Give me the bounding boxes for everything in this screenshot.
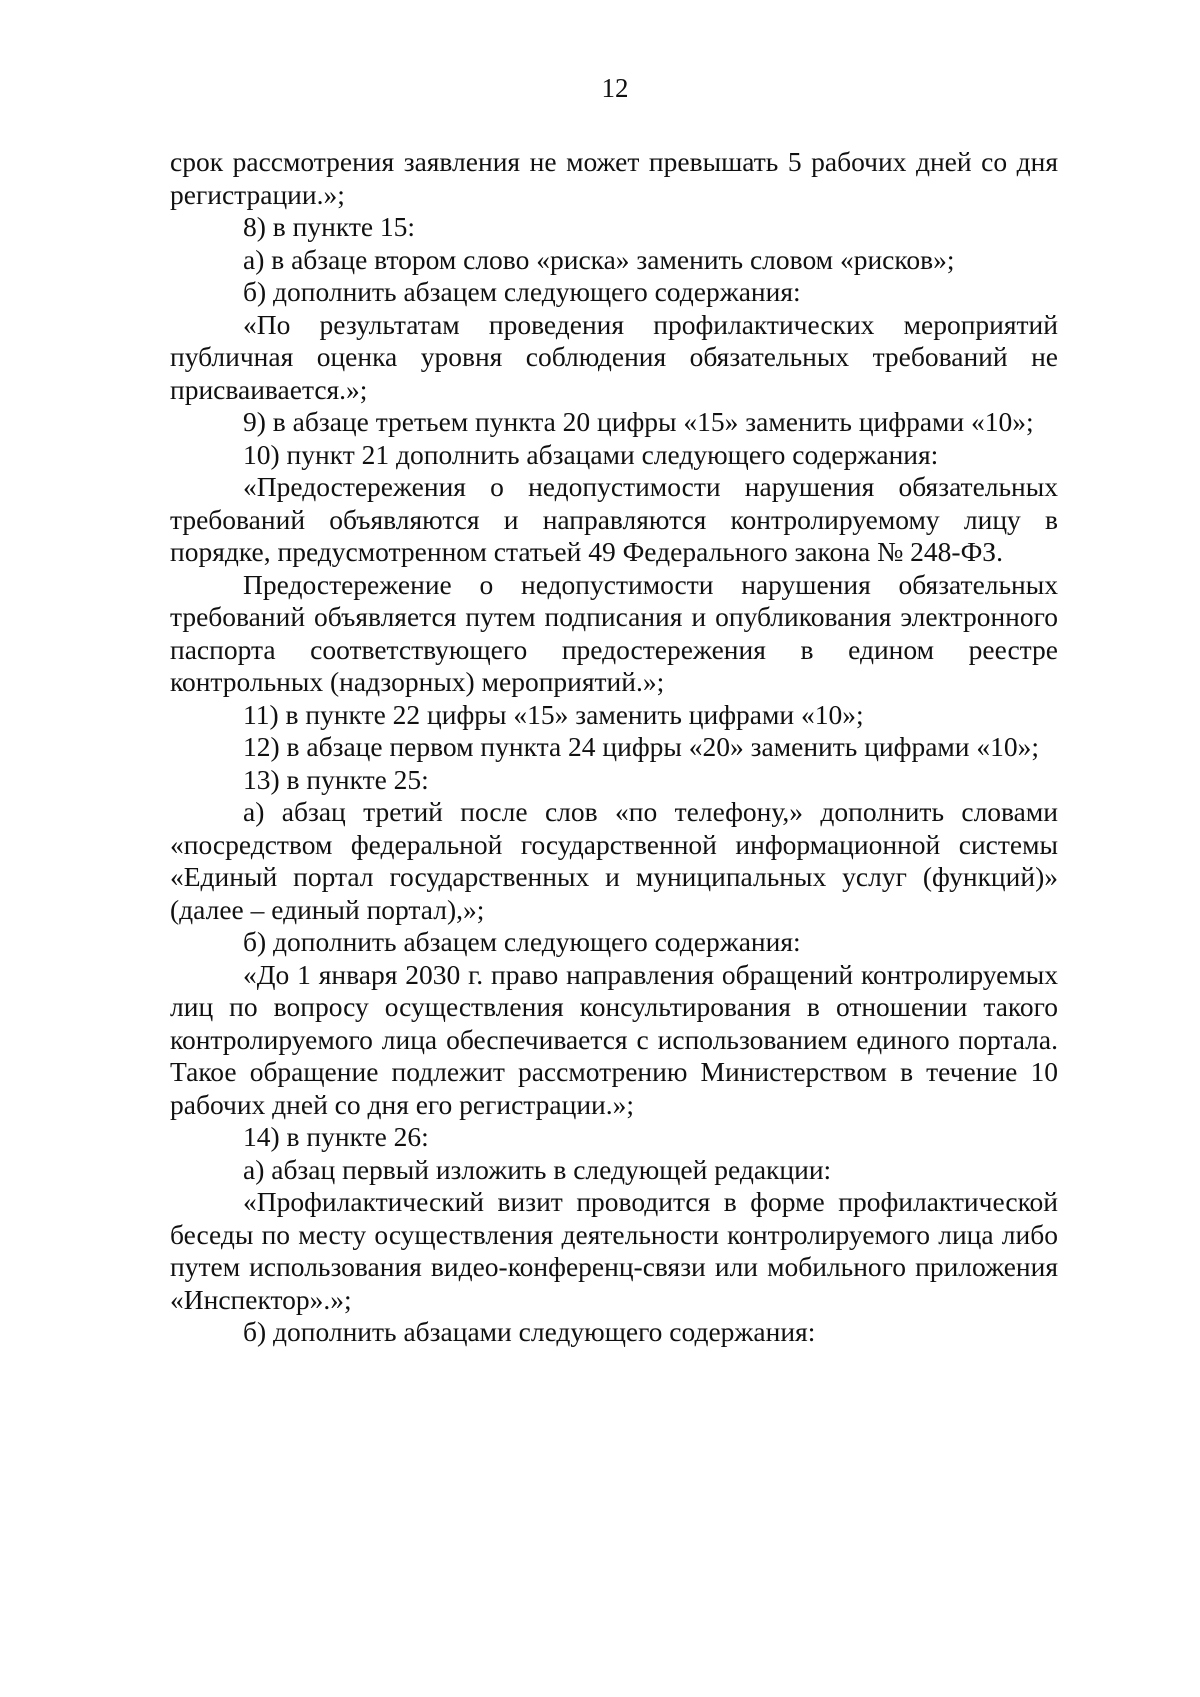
paragraph: «Предостережения о недопустимости нарушения обязательных требований объявляются и направляются контролируемому лицу в порядке, предусмотренном статьей 49 Федерального закона № 248-ФЗ. xyxy=(170,471,1058,567)
paragraph: 10) пункт 21 дополнить абзацами следующего содержания: xyxy=(243,438,939,470)
page-number: 12 xyxy=(601,73,629,103)
paragraph: 13) в пункте 25: xyxy=(243,763,429,795)
paragraph: а) абзац первый изложить в следующей редакции: xyxy=(243,1153,832,1185)
paragraph: а) абзац третий после слов «по телефону,» дополнить словами «посредством федеральной государственной информационной системы «Единый портал государственных и муниципальных услуг (функций)» (далее – единый портал),»; xyxy=(170,796,1058,925)
paragraph: б) дополнить абзацами следующего содержания: xyxy=(243,1316,816,1347)
paragraph: «Профилактический визит проводится в форме профилактической беседы по месту осуществления деятельности контролируемого лица либо путем использования видео-конференц-связи или мобильного приложения «Инспектор».»; xyxy=(170,1186,1058,1315)
paragraph: 8) в пункте 15: xyxy=(243,211,416,242)
paragraph: 9) в абзаце третьем пункта 20 цифры «15» заменить цифрами «10»; xyxy=(243,406,1034,437)
paragraph: 11) в пункте 22 цифры «15» заменить цифрами «10»; xyxy=(243,698,864,730)
paragraph: б) дополнить абзацем следующего содержания: xyxy=(243,276,801,307)
paragraph: «По результатам проведения профилактических мероприятий публичная оценка уровня соблюдения обязательных требований не присваивается.»; xyxy=(170,308,1058,405)
paragraph: 12) в абзаце первом пункта 24 цифры «20» заменить цифрами «10»; xyxy=(243,731,1040,762)
document-body xyxy=(170,146,1058,1349)
paragraph: 14) в пункте 26: xyxy=(243,1121,429,1152)
paragraph: а) в абзаце втором слово «риска» заменить словом «рисков»; xyxy=(243,243,955,275)
paragraph: срок рассмотрения заявления не может превышать 5 рабочих дней со дня регистрации.»; xyxy=(170,146,1058,210)
paragraph: «До 1 января 2030 г. право направления обращений контролируемых лиц по вопросу осуществления консультирования в отношении такого контролируемого лица обеспечивается с использованием единого портала. Такое обращение подлежит рассмотрению Министерством в течение 10 рабочих дней со дня его регистрации.»; xyxy=(170,958,1058,1120)
paragraph: Предостережение о недопустимости нарушения обязательных требований объявляется путем подписания и опубликования электронного паспорта соответствующего предостережения в едином реестре контрольных (надзорных) мероприятий.»; xyxy=(170,568,1058,697)
paragraph: б) дополнить абзацем следующего содержания: xyxy=(243,926,801,957)
